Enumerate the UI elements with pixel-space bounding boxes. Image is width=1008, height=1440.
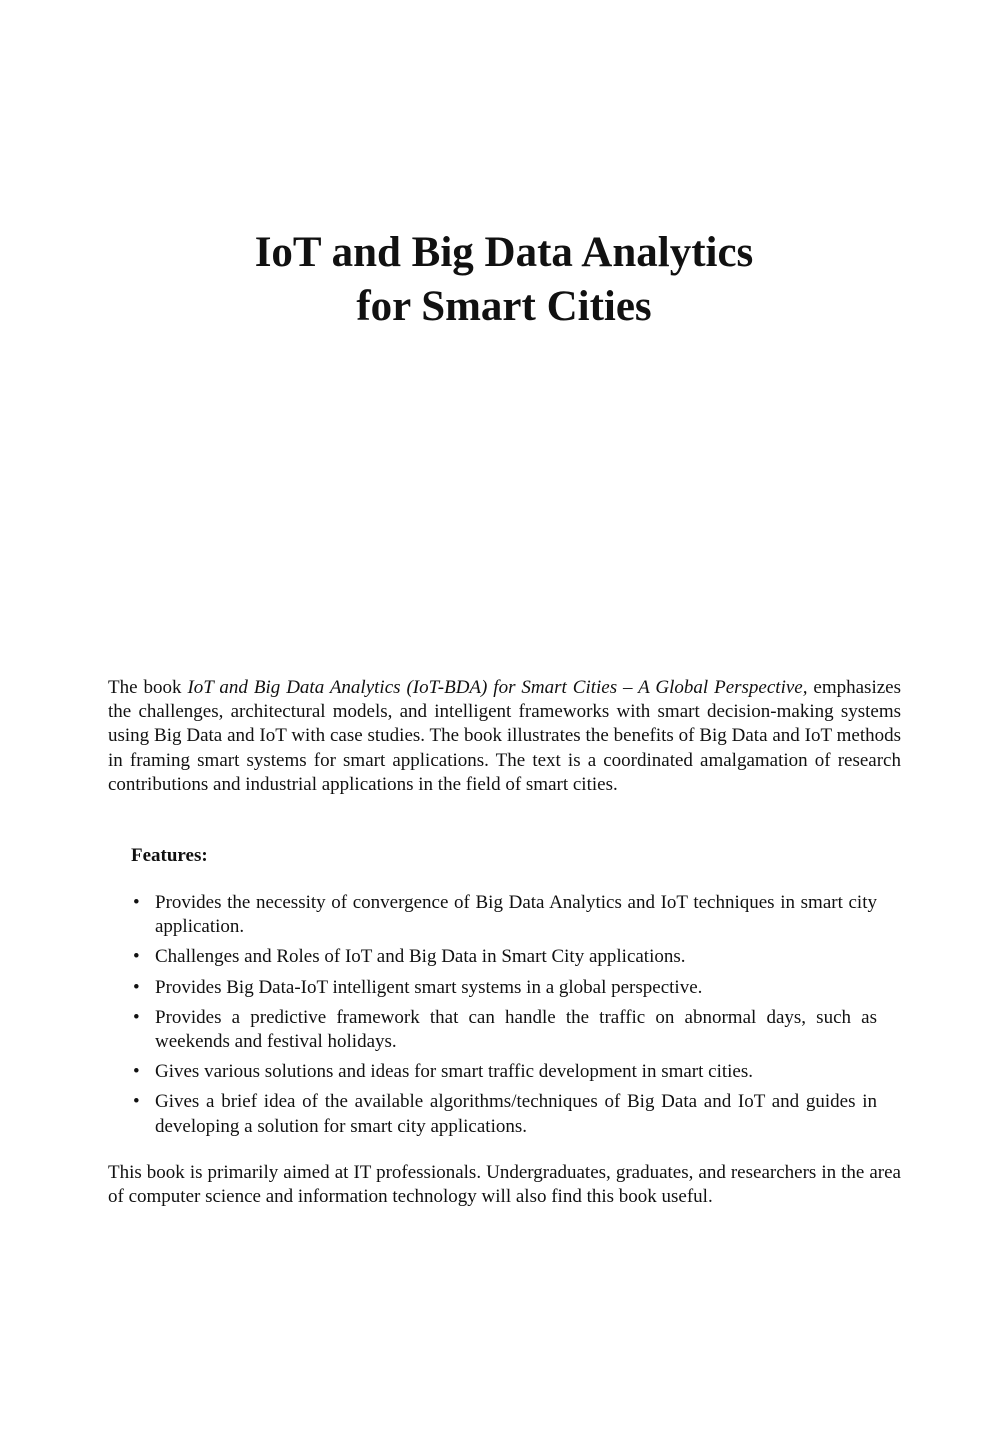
feature-item xyxy=(131,1060,877,1084)
feature-text: Provides Big Data-IoT intelligent smart systems in a global perspective. xyxy=(155,976,703,998)
intro-body: emphasizes the challenges, architectural models, and intelligent frameworks with smart decision-making systems using Big Data and IoT with case studies. The book illustrates the benefits of Big Data and IoT methods in framing smart systems for smart applications. The text is a coordinated amalgamation of research contributions and industrial applications in the field of smart cities. xyxy=(108,677,901,795)
feature-item xyxy=(131,976,877,1000)
bullet-icon: • xyxy=(133,976,140,998)
bullet-icon: • xyxy=(133,892,140,913)
feature-text: Provides a predictive framework that can handle the traffic on abnormal days, such as weekends and festival holidays. xyxy=(155,1006,877,1053)
feature-item xyxy=(131,1090,877,1138)
feature-item xyxy=(131,1006,877,1054)
feature-text: Gives a brief idea of the available algorithms/techniques of Big Data and IoT and guides in developing a solution for smart city applications. xyxy=(155,1091,877,1137)
feature-text: Gives various solutions and ideas for smart traffic development in smart cities. xyxy=(155,1061,754,1083)
feature-item xyxy=(131,945,877,969)
intro-prefix: The book xyxy=(108,677,188,698)
intro-book-title: IoT and Big Data Analytics (IoT-BDA) for Smart Cities – A Global Perspective, xyxy=(187,677,808,698)
feature-item xyxy=(131,891,877,939)
bullet-icon: • xyxy=(133,946,140,968)
feature-text: Challenges and Roles of IoT and Big Data in Smart City applications. xyxy=(155,946,686,968)
book-title-line-1: IoT and Big Data Analytics xyxy=(254,229,754,276)
closing-paragraph: This book is primarily aimed at IT professionals. Undergraduates, graduates, and researchers in the area of computer science and information technology will also find this book useful. xyxy=(108,1162,901,1208)
features-list xyxy=(131,891,877,1145)
book-title xyxy=(0,226,1008,334)
feature-text: Provides the necessity of convergence of Big Data Analytics and IoT techniques in smart city application. xyxy=(155,892,877,938)
bullet-icon: • xyxy=(133,1006,140,1028)
features-heading: Features: xyxy=(131,845,208,866)
book-title-line-2: for Smart Cities xyxy=(356,283,652,330)
bullet-icon: • xyxy=(133,1091,140,1113)
intro-paragraph xyxy=(108,676,901,797)
bullet-icon: • xyxy=(133,1061,140,1083)
